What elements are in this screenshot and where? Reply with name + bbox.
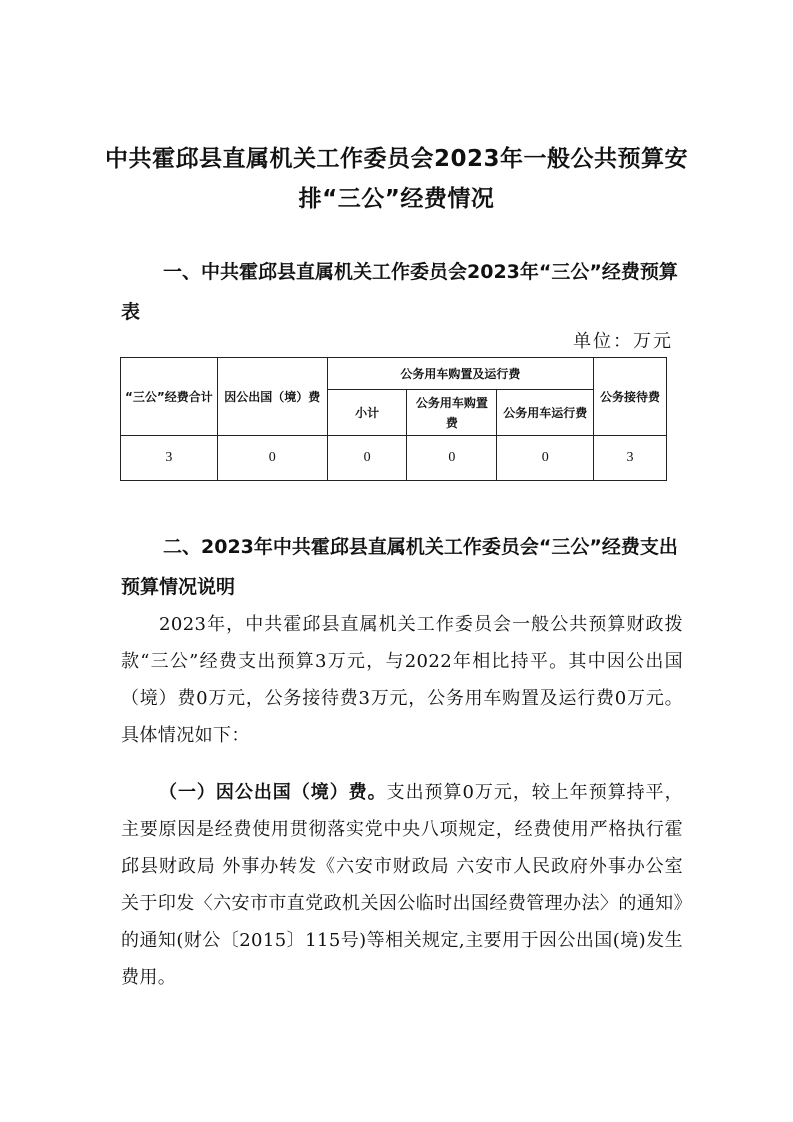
budget-table [120, 357, 667, 481]
paragraph-overseas-lead: （一）因公出国（境）费。 [159, 782, 387, 803]
value-reception: 3 [594, 436, 667, 481]
header-subtotal: 小计 [327, 390, 407, 436]
section1-heading: 一、中共霍邱县直属机关工作委员会2023年“三公”经费预算表 [121, 261, 678, 323]
unit-label: 单位：万元 [573, 331, 673, 352]
document-title: 中共霍邱县直属机关工作委员会2023年一般公共预算安排“三公”经费情况 [104, 146, 688, 212]
header-total: “三公”经费合计 [121, 358, 218, 436]
section2-heading: 二、2023年中共霍邱县直属机关工作委员会“三公”经费支出预算情况说明 [121, 536, 678, 598]
paragraph-summary: 2023年，中共霍邱县直属机关工作委员会一般公共预算财政拨款“三公”经费支出预算3万元，与2022年相比持平。其中因公出国（境）费0万元，公务接待费3万元，公务用车购置及运行费0万元。具体情况如下： [121, 614, 683, 746]
paragraph-overseas-body: 支出预算0万元，较上年预算持平，主要原因是经费使用贯彻落实党中央八项规定，经费使用严格执行霍邱县财政局 外事办转发《六安市财政局 六安市人民政府外事办公室关于印发〈六安市市直党政机关因公临时出国经费管理办法〉的通知》的通知(财公〔2015〕115号)等相关规定,主要用于因公出国(境)发生费用。 [121, 782, 683, 988]
header-overseas: 因公出国（境）费 [217, 358, 327, 436]
value-total: 3 [121, 436, 218, 481]
value-subtotal: 0 [327, 436, 407, 481]
header-vehicle-operation: 公务用车运行费 [497, 390, 594, 436]
value-vehicle-purchase: 0 [407, 436, 497, 481]
value-vehicle-operation: 0 [497, 436, 594, 481]
header-vehicle-group: 公务用车购置及运行费 [327, 358, 593, 390]
header-reception: 公务接待费 [594, 358, 667, 436]
paragraph-overseas [121, 774, 683, 996]
value-overseas: 0 [217, 436, 327, 481]
header-vehicle-purchase: 公务用车购置费 [407, 390, 497, 436]
